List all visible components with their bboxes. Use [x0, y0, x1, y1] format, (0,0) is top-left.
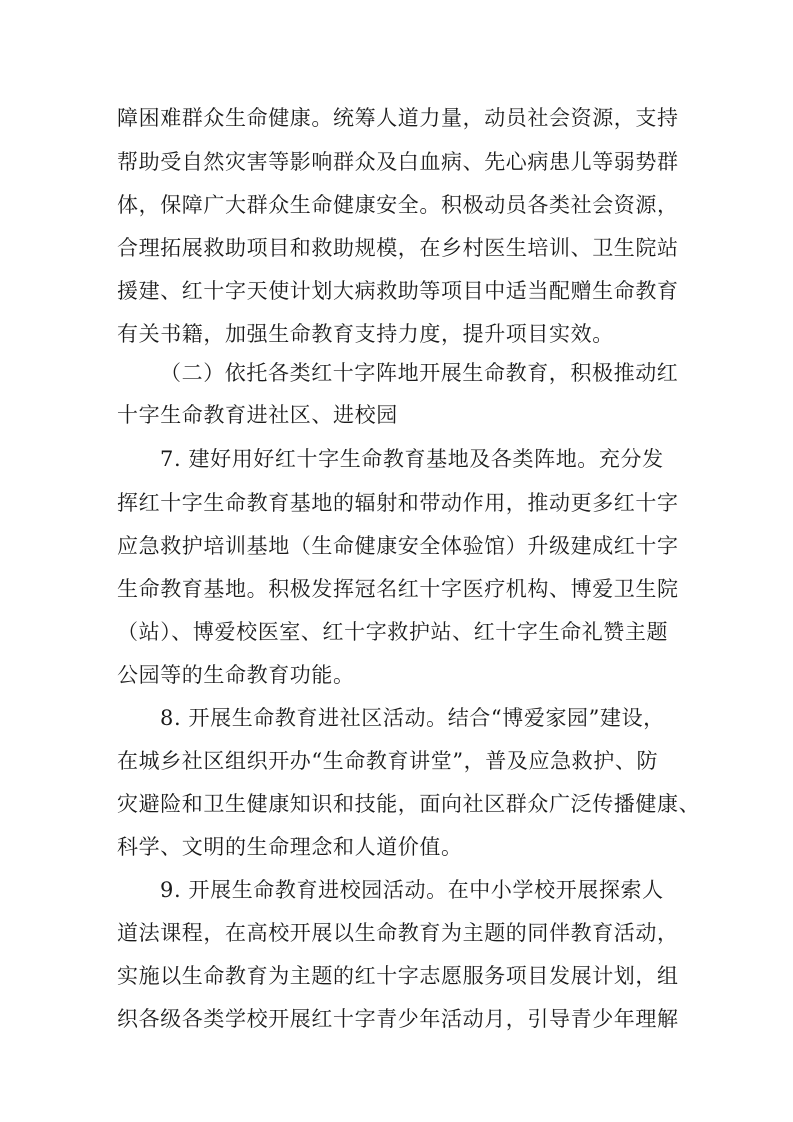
- text-line: 生命教育基地。积极发挥冠名红十字医疗机构、博爱卫生院: [117, 577, 679, 601]
- text-line: 挥红十字生命教育基地的辐射和带动作用，推动更多红十字: [117, 491, 679, 515]
- text-line: 织各级各类学校开展红十字青少年活动月，引导青少年理解: [117, 1007, 679, 1031]
- text-line: 科学、文明的生命理念和人道价值。: [117, 835, 463, 859]
- paragraph-first-line: 7. 建好用好红十字生命教育基地及各类阵地。充分发: [160, 447, 664, 471]
- text-line: 帮助受自然灾害等影响群众及白血病、先心病患儿等弱势群: [117, 150, 679, 174]
- section-heading-line: （二）依托各类红十字阵地开展生命教育，积极推动红: [160, 361, 679, 385]
- text-line: 实施以生命教育为主题的红十字志愿服务项目发展计划，组: [117, 964, 679, 988]
- text-line: 道法课程，在高校开展以生命教育为主题的同伴教育活动，: [117, 921, 679, 945]
- text-line: 在城乡社区组织开办“生命教育讲堂”，普及应急救护、防: [117, 749, 659, 773]
- text-line: 公园等的生命教育功能。: [117, 663, 355, 687]
- text-line: 体，保障广大群众生命健康安全。积极动员各类社会资源，: [117, 193, 679, 217]
- paragraph-first-line: 9. 开展生命教育进校园活动。在中小学校开展探索人: [160, 878, 664, 902]
- text-line: 有关书籍，加强生命教育支持力度，提升项目实效。: [117, 322, 614, 346]
- text-line: （站）、博爱校医室、红十字救护站、红十字生命礼赞主题: [117, 620, 669, 644]
- paragraph-first-line: 8. 开展生命教育进社区活动。结合“博爱家园”建设，: [160, 706, 665, 730]
- text-line: 应急救护培训基地（生命健康安全体验馆）升级建成红十字: [117, 534, 679, 558]
- text-line: 灾避险和卫生健康知识和技能，面向社区群众广泛传播健康、: [117, 792, 701, 816]
- text-line: 合理拓展救助项目和救助规模，在乡村医生培训、卫生院站: [117, 236, 679, 260]
- text-line: 障困难群众生命健康。统筹人道力量，动员社会资源，支持: [117, 106, 679, 130]
- text-line: 援建、红十字天使计划大病救助等项目中适当配赠生命教育: [117, 279, 679, 303]
- section-heading-line: 十字生命教育进社区、进校园: [117, 403, 398, 427]
